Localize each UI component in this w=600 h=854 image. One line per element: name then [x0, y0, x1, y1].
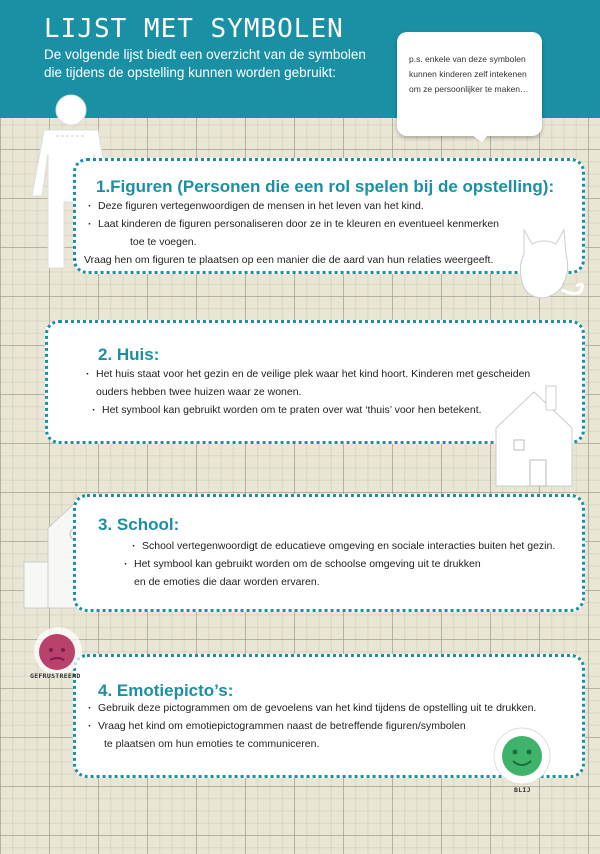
section-list	[86, 365, 530, 419]
frustrated-label: GEFRUSTREERD	[30, 672, 81, 680]
happy-label: BLIJ	[514, 786, 531, 794]
section-title: 2. Huis:	[98, 345, 160, 364]
section-list	[132, 537, 555, 591]
cat-icon	[516, 218, 588, 308]
section-list	[84, 197, 507, 269]
list-item: · Gebruik deze pictogrammen om de gevoelens van het kind tijdens de opstelling uit te drukken.	[88, 699, 536, 717]
list-item: toe te voegen.	[130, 236, 197, 248]
house-icon	[490, 378, 578, 488]
list-item: · Het symbool kan gebruikt worden om de schoolse omgeving uit te drukken	[124, 555, 547, 573]
list-item: en de emoties die daar worden ervaren.	[134, 576, 320, 588]
frustrated-face-icon	[30, 626, 86, 676]
list-item: ouders hebben twee huizen waar ze wonen.	[96, 386, 302, 398]
note-bubble-tail	[462, 128, 494, 142]
section-title: 1.Figuren (Personen die een rol spelen bij de opstelling):	[96, 177, 555, 196]
list-item: · Vraag het kind om emotiepictogrammen naast de betreffende figuren/symbolen	[88, 717, 536, 735]
section-title: 4. Emotiepicto’s:	[98, 681, 234, 700]
list-item: · Deze figuren vertegenwoordigen de mensen in het leven van het kind.	[88, 197, 507, 215]
happy-sticker	[492, 726, 552, 798]
happy-face-icon	[492, 726, 552, 786]
list-item: · Laat kinderen de figuren personaliseren door ze in te kleuren en eventueel kenmerken	[88, 215, 507, 233]
list-item: · Het symbool kan gebruikt worden om te praten over wat ‘thuis’ voor hen betekent.	[92, 401, 530, 419]
section-list	[88, 699, 536, 753]
note-text: p.s. enkele van deze symbolen kunnen kinderen zelf intekenen om ze persoonlijker te maken…	[409, 54, 529, 94]
section-title: 3. School:	[98, 515, 180, 534]
page-title: LIJST MET SYMBOLEN	[44, 14, 344, 44]
list-item: · School vertegenwoordigt de educatieve omgeving en sociale interacties buiten het gezin.	[132, 537, 555, 555]
list-item: · Vraag hen om figuren te plaatsen op een manier die de aard van hun relaties weergeeft.	[74, 251, 493, 269]
list-item: te plaatsen om hun emoties te communiceren.	[104, 738, 320, 750]
list-item: · Het huis staat voor het gezin en de veilige plek waar het kind hoort. Kinderen met gescheiden	[86, 365, 530, 383]
intro-text: De volgende lijst biedt een overzicht van de symbolen die tijdens de opstelling kunnen worden gebruikt:	[44, 47, 366, 80]
section-figures	[73, 158, 585, 274]
note-bubble	[397, 32, 542, 136]
section-school	[73, 494, 585, 612]
frustrated-sticker	[30, 626, 86, 686]
